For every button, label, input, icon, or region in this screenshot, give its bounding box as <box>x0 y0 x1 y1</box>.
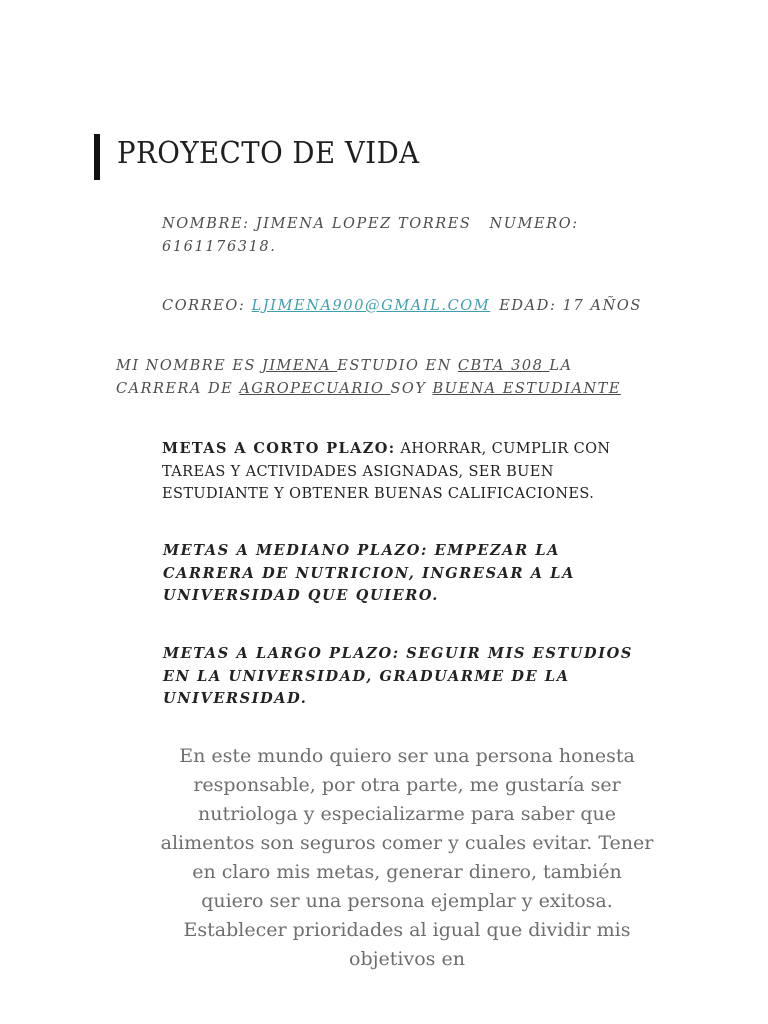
life-plan-paragraph: En este mundo quiero ser una persona honesta responsable, por otra parte, me gustaría ser nutriologa y especializarme para saber que alimentos son seguros comer y cuales evitar. Tener en claro mis metas, generar dinero, también quiero ser una persona ejemplar y exitosa. Establecer prioridades al igual que dividir mis objetivos en <box>160 745 654 970</box>
medium-term-goals: METAS A MEDIANO PLAZO: EMPEZAR LA CARRERA DE NUTRICION, INGRESAR A LA UNIVERSIDAD QUE QUIERO. <box>163 542 575 604</box>
info-contact-block <box>162 295 682 318</box>
email-link[interactable]: LJIMENA900@GMAIL.COM <box>251 298 491 314</box>
intro-text: SOY <box>390 381 433 397</box>
long-term-goals: METAS A LARGO PLAZO: SEGUIR MIS ESTUDIOS EN LA UNIVERSIDAD, GRADUARME DE LA UNIVERSIDAD. <box>163 645 633 707</box>
info-name-block <box>162 213 582 259</box>
number-value: 6161176318. <box>162 239 277 255</box>
intro-name: JIMENA <box>262 358 338 374</box>
short-term-label: METAS A CORTO PLAZO: <box>162 440 396 457</box>
name-line: NOMBRE: JIMENA LOPEZ TORRES <box>162 216 472 232</box>
intro-career: AGROPECUARIO <box>239 381 391 397</box>
intro-text: ESTUDIO EN <box>337 358 458 374</box>
intro-trait: BUENA ESTUDIANTE <box>432 381 621 397</box>
page-title: PROYECTO DE VIDA <box>117 136 420 171</box>
short-term-text: AHORRAR, CUMPLIR CON TAREAS Y ACTIVIDADES ASIGNADAS, SER BUEN ESTUDIANTE Y OBTENER BUENAS CALIFICACIONES. <box>162 441 611 502</box>
intro-text: MI NOMBRE ES <box>116 358 262 374</box>
intro-text: LA CARRERA DE <box>116 358 573 397</box>
email-label: CORREO: <box>162 298 246 314</box>
age-text: EDAD: 17 AÑOS <box>499 298 642 314</box>
intro-school: CBTA 308 <box>457 358 550 374</box>
intro-paragraph <box>116 355 661 401</box>
short-term-goals <box>162 438 632 506</box>
number-label: NUMERO: <box>489 216 579 232</box>
title-accent-bar <box>94 134 100 180</box>
